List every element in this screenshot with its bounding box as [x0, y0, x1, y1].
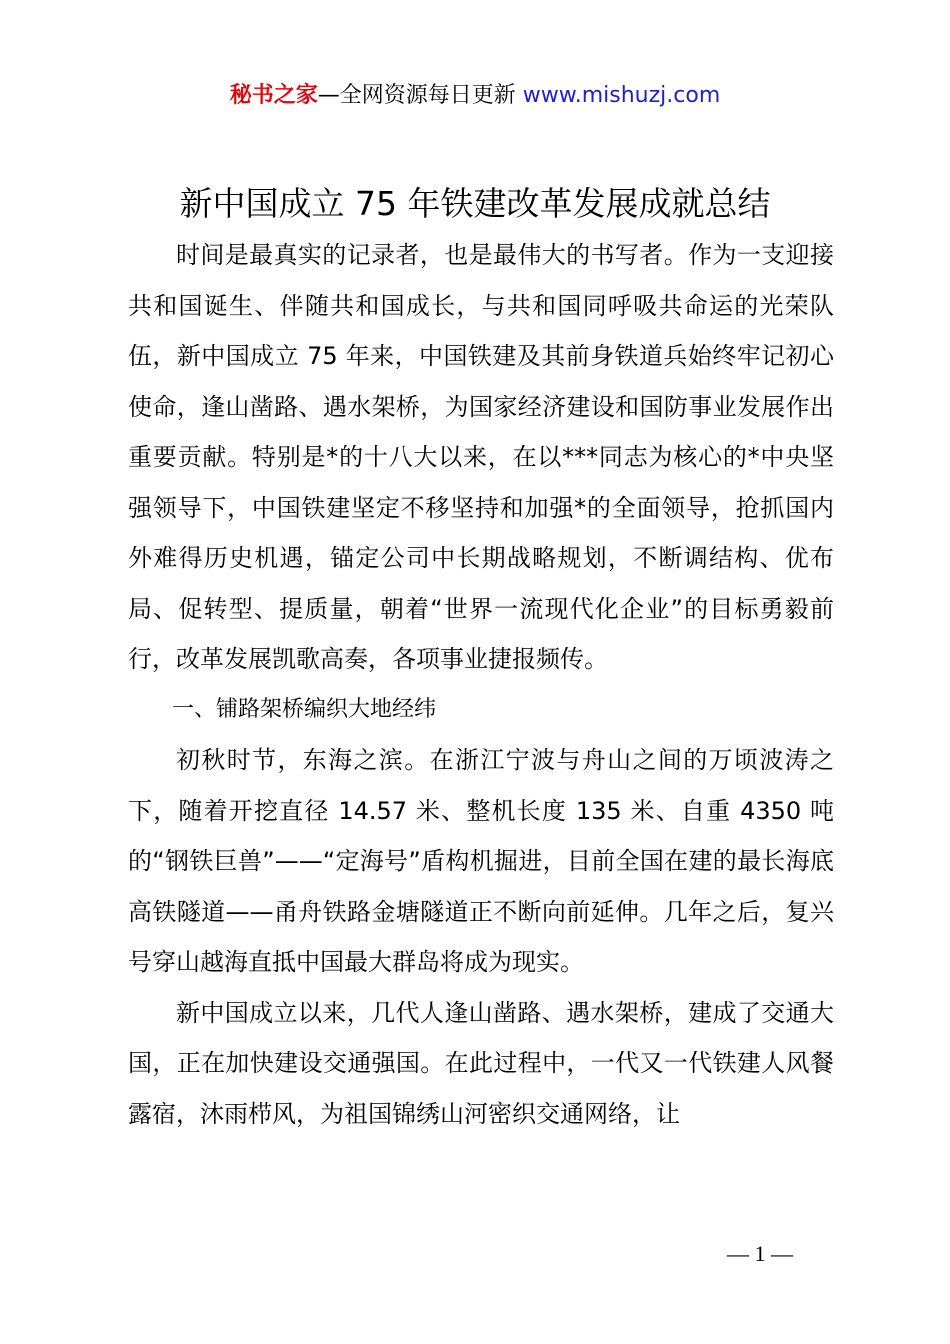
site-url-link[interactable]: www.mishuzj.com — [522, 83, 721, 108]
paragraph-section-2: 新中国成立以来，几代人逢山凿路、遇水架桥，建成了交通大国，正在加快建设交通强国。在此过程中，一代又一代铁建人风餐露宿，沐雨栉风，为祖国锦绣山河密织交通网络，让 — [128, 998, 834, 1128]
site-header — [0, 80, 950, 112]
paragraph-section-1: 初秋时节，东海之滨。在浙江宁波与舟山之间的万顷波涛之下，随着开挖直径 14.57 米、整机长度 135 米、自重 4350 吨的“钢铁巨兽”——“定海号”盾构机掘进，目前全国在建的最长海底高铁隧道——甬舟铁路金塘隧道正不断向前延伸。几年之后，复兴号穿山越海直抵中国最大群岛将成为现实。 — [128, 746, 834, 976]
section-heading: 一、铺路架桥编织大地经纬 — [172, 696, 437, 722]
document-body — [128, 230, 834, 1139]
paragraph-intro: 时间是最真实的记录者，也是最伟大的书写者。作为一支迎接共和国诞生、伴随共和国成长，与共和国同呼吸共命运的光荣队伍，新中国成立 75 年来，中国铁建及其前身铁道兵始终牢记初心使命，逢山凿路、遇水架桥，为国家经济建设和国防事业发展作出重要贡献。特别是*的十八大以来，在以***同志为核心的*中央坚强领导下，中国铁建坚定不移坚持和加强*的全面领导，抢抓国内外难得历史机遇，锚定公司中长期战略规划，不断调结构、优布局、促转型、提质量，朝着“世界一流现代化企业”的目标勇毅前行，改革发展凯歌高奏，各项事业捷报频传。 — [128, 241, 834, 673]
site-tagline: —全网资源每日更新 — [317, 83, 516, 108]
document-title: 新中国成立 75 年铁建改革发展成就总结 — [179, 184, 771, 223]
site-brand: 秘书之家 — [229, 83, 318, 108]
page-number: — 1 — — [727, 1241, 793, 1266]
